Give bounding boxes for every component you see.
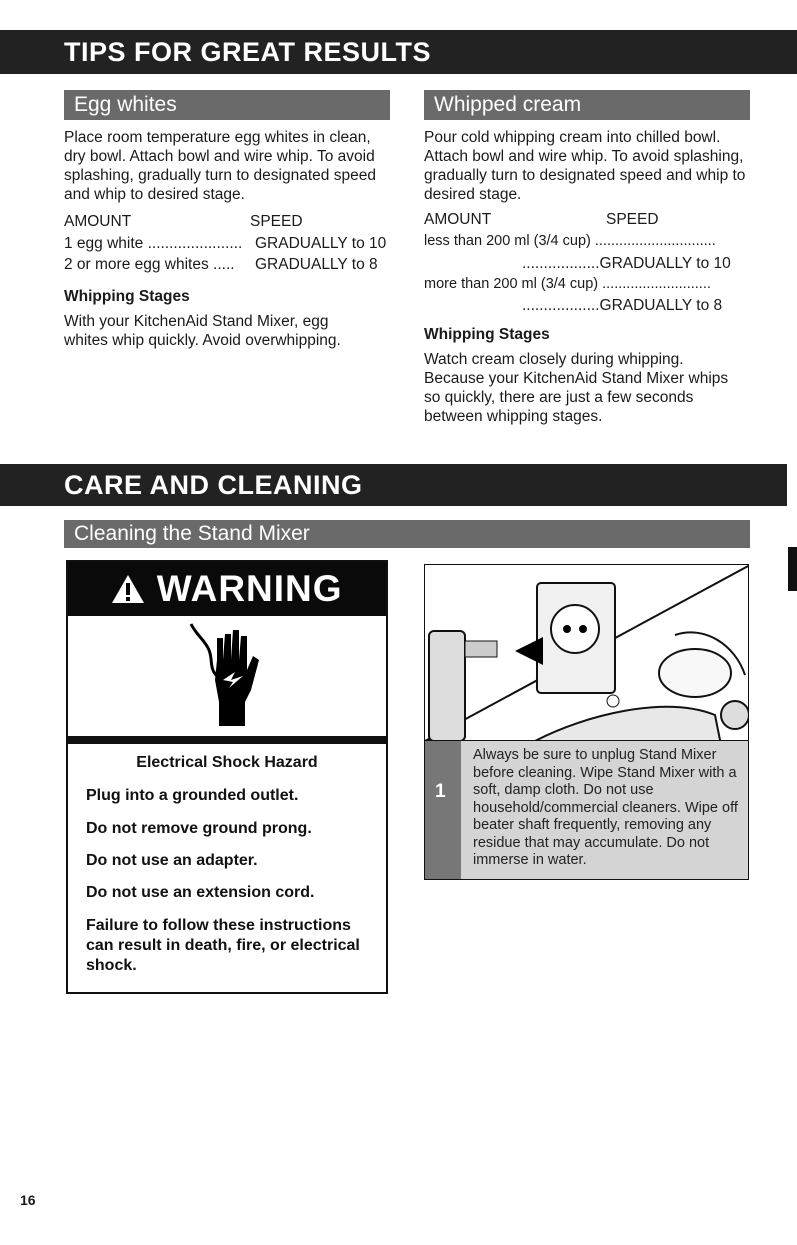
cream-amount-header: AMOUNT — [424, 211, 492, 228]
whipped-cream-intro: Pour cold whipping cream into chilled bowl. Attach bowl and wire whip. To avoid splashing, gradually turn to designated speed and whip to desired stage. — [424, 129, 746, 203]
cream-row-amount-1: less than 200 ml (3/4 cup) .............................. — [424, 233, 716, 249]
note-number-bar — [425, 741, 461, 879]
whipped-cream-heading-bar — [424, 90, 750, 120]
warning-header — [68, 562, 386, 616]
egg-row-amount-1: 1 egg white ...................... — [64, 235, 243, 252]
page-number: 16 — [20, 1192, 36, 1208]
cleaning-note-text: Always be sure to unplug Stand Mixer before cleaning. Wipe Stand Mixer with a soft, damp cloth. Do not use household/commercial cleaners. Wipe off beater shaft frequently, removing any residue that may accumulate. Do not immerse in water. — [473, 747, 738, 868]
warning-consequence: Failure to follow these instructions can result in death, fire, or electrical shock. — [86, 917, 360, 974]
cream-stages-text: Watch cream closely during whipping. Because your KitchenAid Stand Mixer whips so quickly, there are just a few seconds between whipping stages. — [424, 351, 729, 425]
page-title: TIPS FOR GREAT RESULTS — [64, 37, 432, 67]
warning-triangle-icon — [111, 568, 156, 609]
egg-row-amount-2: 2 or more egg whites ..... — [64, 256, 235, 273]
cream-row-speed-2: ..................GRADUALLY to 8 — [522, 297, 723, 314]
egg-stages-text: With your KitchenAid Stand Mixer, egg whites whip quickly. Avoid overwhipping. — [64, 313, 341, 349]
electric-shock-hand-icon — [183, 620, 273, 730]
warning-line-2: Do not remove ground prong. — [86, 820, 312, 837]
note-number: 1 — [435, 781, 446, 802]
page-header-banner — [0, 30, 797, 74]
warning-header-text: WARNING — [156, 568, 343, 609]
page-side-tab — [788, 547, 797, 591]
egg-row-speed-2: GRADUALLY to 8 — [255, 256, 378, 273]
warning-line-1: Plug into a grounded outlet. — [86, 787, 299, 804]
care-cleaning-title: CARE AND CLEANING — [64, 470, 363, 500]
egg-amount-header: AMOUNT — [64, 213, 132, 230]
cleaning-note-box — [424, 740, 749, 880]
warning-box — [66, 560, 388, 994]
egg-row-speed-1: GRADUALLY to 10 — [255, 235, 387, 252]
cream-row-amount-2: more than 200 ml (3/4 cup) ........................... — [424, 276, 711, 292]
egg-whites-heading: Egg whites — [74, 93, 177, 116]
hazard-title: Electrical Shock Hazard — [136, 754, 318, 771]
cream-stages-title: Whipping Stages — [424, 326, 550, 343]
cleaning-subheading: Cleaning the Stand Mixer — [74, 522, 310, 545]
warning-line-4: Do not use an extension cord. — [86, 884, 315, 901]
warning-divider — [68, 736, 386, 744]
egg-speed-header: SPEED — [250, 213, 303, 230]
whipped-cream-heading: Whipped cream — [434, 93, 582, 116]
cream-speed-header: SPEED — [606, 211, 659, 228]
egg-whites-intro: Place room temperature egg whites in clean, dry bowl. Attach bowl and wire whip. To avoid splashing, gradually turn to designated speed and whip to desired stage. — [64, 129, 376, 203]
cream-row-speed-1: ..................GRADUALLY to 10 — [522, 255, 731, 272]
care-cleaning-banner — [0, 464, 787, 506]
egg-stages-title: Whipping Stages — [64, 288, 190, 305]
warning-line-3: Do not use an adapter. — [86, 852, 258, 869]
cleaning-subheading-bar — [64, 520, 750, 548]
egg-whites-heading-bar — [64, 90, 390, 120]
